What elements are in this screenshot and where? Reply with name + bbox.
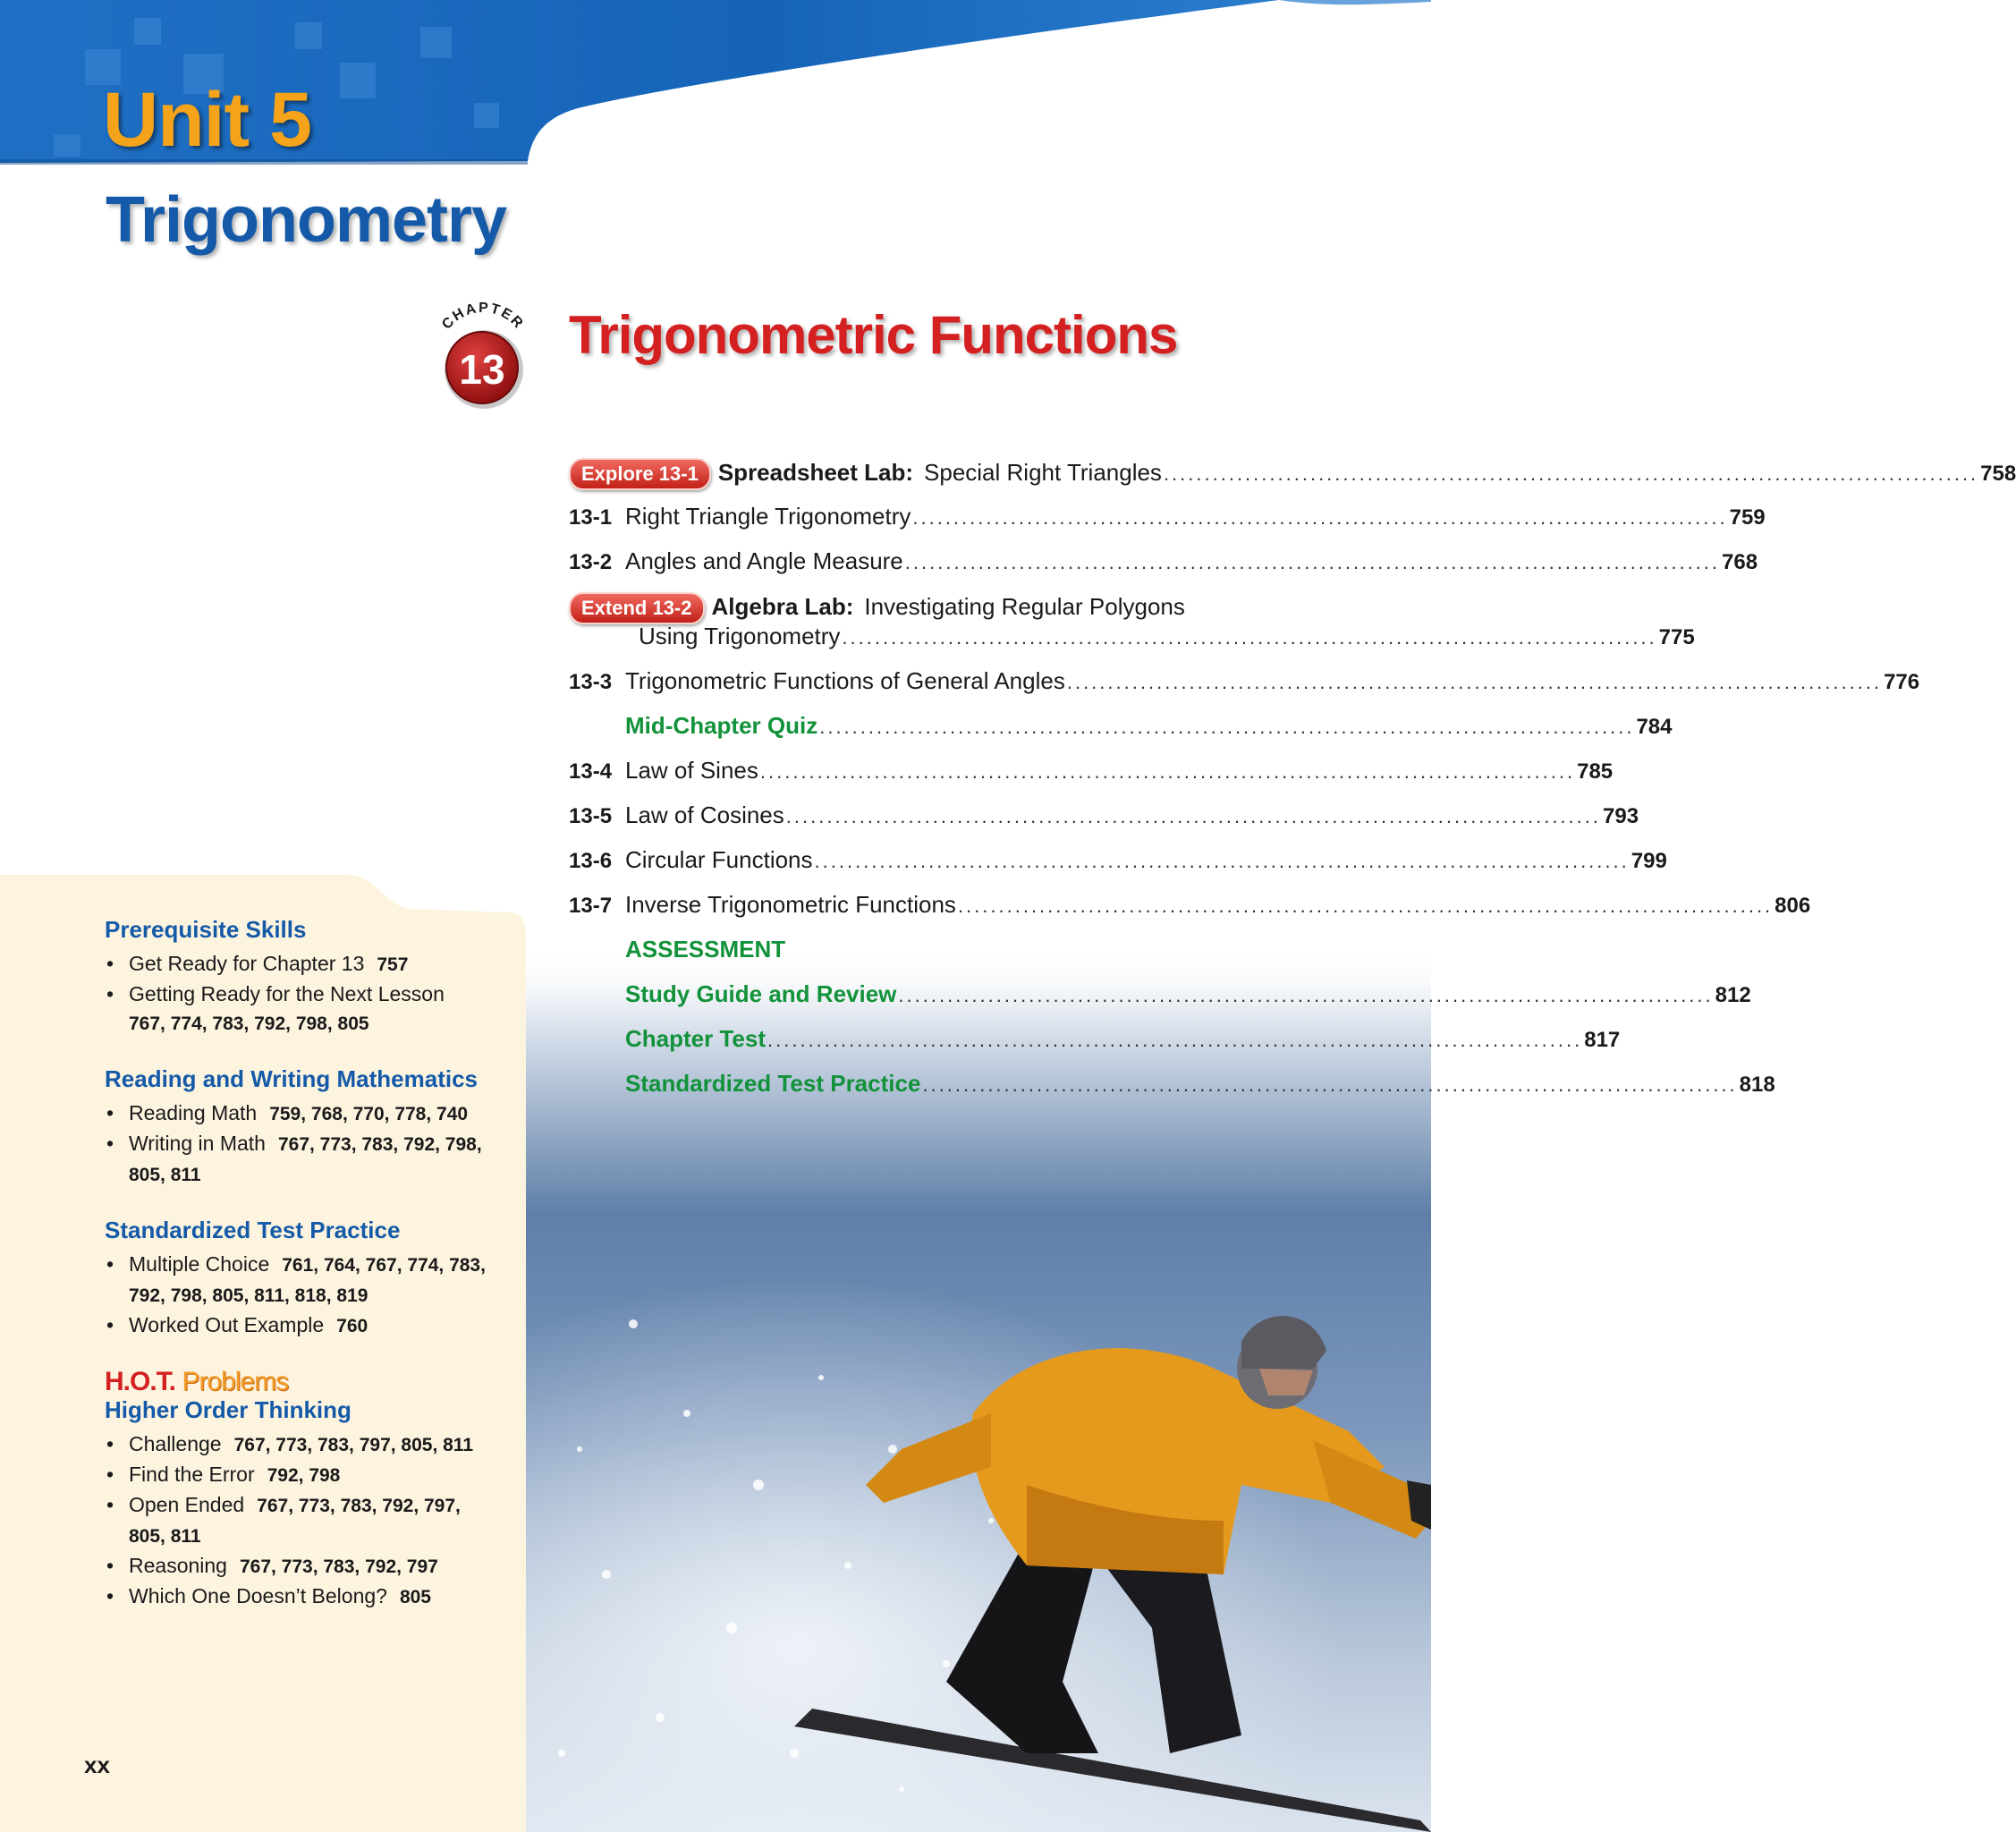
toc-page: 775 xyxy=(1658,625,1695,649)
toc-title: Study Guide and Review xyxy=(625,980,897,1007)
dot-leader: .................................................................................................... xyxy=(785,805,1601,827)
dot-leader: .................................................................................................... xyxy=(904,551,1721,573)
toc-row-assessment[interactable] xyxy=(569,1070,1775,1115)
toc-title: Law of Sines xyxy=(625,757,758,784)
toc-title-line2: Using Trigonometry xyxy=(639,623,841,649)
lesson-number: 13-1 xyxy=(569,505,613,530)
test-practice-section xyxy=(105,1217,498,1341)
toc-page: 793 xyxy=(1603,804,1639,828)
dot-leader: .................................................................................................... xyxy=(842,626,1657,649)
toc-row-lesson[interactable] xyxy=(569,547,1758,592)
list-item: • Challenge 767, 773, 783, 797, 805, 811 xyxy=(105,1429,498,1460)
lab-type: Spreadsheet Lab: xyxy=(717,459,914,486)
extend-pill: Extend 13-2 xyxy=(569,592,705,624)
lesson-number: 13-2 xyxy=(569,550,613,574)
section-heading: Standardized Test Practice xyxy=(105,1217,401,1243)
toc-page: 799 xyxy=(1631,849,1667,873)
toc-page: 806 xyxy=(1775,894,1811,918)
lab-type: Algebra Lab: xyxy=(711,593,854,620)
toc-page: 784 xyxy=(1636,715,1673,739)
lesson-number: 13-5 xyxy=(569,804,613,828)
toc-row-extend[interactable] xyxy=(569,592,1249,623)
svg-text:CHAPTER xyxy=(439,301,527,333)
toc-title: Chapter Test xyxy=(625,1025,766,1052)
assessment-heading: ASSESSMENT xyxy=(625,936,786,963)
toc-title: Standardized Test Practice xyxy=(625,1070,921,1097)
prerequisite-section xyxy=(105,916,498,1039)
list-item: • Open Ended 767, 773, 783, 792, 797, 805, 811 xyxy=(105,1490,498,1551)
toc-page: 768 xyxy=(1722,550,1758,574)
toc-page: 818 xyxy=(1739,1073,1775,1097)
toc-title-line1: Investigating Regular Polygons xyxy=(864,593,1185,620)
explore-pill: Explore 13-1 xyxy=(569,458,711,490)
list-item: • Which One Doesn’t Belong? 805 xyxy=(105,1582,498,1612)
toc-title: Inverse Trigonometric Functions xyxy=(625,891,956,918)
toc-title: Trigonometric Functions of General Angles xyxy=(625,667,1065,694)
lesson-number: 13-6 xyxy=(569,849,613,873)
dot-leader: .................................................................................................... xyxy=(819,716,1635,738)
hot-problems-section xyxy=(105,1368,498,1612)
hot-problems-logo: H.O.T. Problems xyxy=(105,1367,289,1396)
dot-leader: .................................................................................................... xyxy=(1163,462,1979,485)
list-item: • Reasoning 767, 773, 783, 792, 797 xyxy=(105,1551,498,1582)
assessment-heading-row xyxy=(569,936,1249,980)
toc-row-explore[interactable] xyxy=(569,458,2016,503)
dot-leader: .................................................................................................... xyxy=(922,1073,1738,1096)
chapter-number: 13 xyxy=(459,346,505,393)
unit-label: Unit 5 xyxy=(103,77,311,163)
chapter-badge xyxy=(429,300,537,416)
toc-title: Right Triangle Trigonometry xyxy=(625,503,911,530)
toc-row-lesson[interactable] xyxy=(569,846,1667,891)
table-of-contents xyxy=(569,458,2016,1115)
toc-page: 759 xyxy=(1729,505,1766,530)
lesson-number: 13-3 xyxy=(569,670,613,694)
unit-title: Trigonometry xyxy=(106,184,507,256)
list-item: • Worked Out Example 760 xyxy=(105,1310,498,1341)
list-item: • Reading Math 759, 768, 770, 778, 740 xyxy=(105,1098,498,1129)
toc-page: 817 xyxy=(1584,1028,1621,1052)
section-heading: Reading and Writing Mathematics xyxy=(105,1065,479,1092)
toc-row-lesson[interactable] xyxy=(569,503,1766,547)
section-heading: Prerequisite Skills xyxy=(105,916,307,943)
reading-writing-section xyxy=(105,1065,498,1190)
dot-leader: .................................................................................................... xyxy=(957,895,1774,917)
toc-title: Special Right Triangles xyxy=(924,459,1162,486)
toc-row-extend-continued[interactable] xyxy=(569,623,1695,667)
chapter-title: Trigonometric Functions xyxy=(569,305,1178,365)
toc-title: Circular Functions xyxy=(625,846,813,873)
toc-page: 776 xyxy=(1884,670,1920,694)
toc-page: 812 xyxy=(1715,983,1751,1007)
page-number: xx xyxy=(84,1751,110,1778)
list-item: • Writing in Math 767, 773, 783, 792, 798, 805, 811 xyxy=(105,1129,498,1190)
toc-title: Angles and Angle Measure xyxy=(625,547,903,574)
toc-row-assessment[interactable] xyxy=(569,980,1751,1025)
sidebar-content xyxy=(105,916,498,1639)
list-item: • Get Ready for Chapter 13 757 xyxy=(105,949,498,980)
toc-row-lesson[interactable] xyxy=(569,802,1639,846)
toc-page: 785 xyxy=(1577,759,1614,784)
lesson-number: 13-4 xyxy=(569,759,613,784)
chapter-badge-word: CHAPTER xyxy=(439,300,527,333)
toc-row-lesson[interactable] xyxy=(569,891,1811,936)
dot-leader: .................................................................................................... xyxy=(912,506,1728,529)
toc-title: Mid-Chapter Quiz xyxy=(625,712,818,739)
toc-row-assessment[interactable] xyxy=(569,1025,1621,1070)
dot-leader: .................................................................................................... xyxy=(767,1029,1583,1051)
toc-title: Law of Cosines xyxy=(625,802,784,828)
toc-page: 758 xyxy=(1980,462,2016,486)
dot-leader: .................................................................................................... xyxy=(898,984,1714,1006)
dot-leader: .................................................................................................... xyxy=(1066,671,1883,693)
dot-leader: .................................................................................................... xyxy=(814,850,1630,872)
list-item: • Getting Ready for the Next Lesson 767, 774, 783, 792, 798, 805 xyxy=(105,980,498,1039)
section-heading: Higher Order Thinking xyxy=(105,1396,352,1423)
toc-row-mid-chapter-quiz[interactable] xyxy=(569,712,1673,757)
toc-row-lesson[interactable] xyxy=(569,667,1920,712)
dot-leader: .................................................................................................... xyxy=(759,760,1576,783)
lesson-number: 13-7 xyxy=(569,894,613,918)
list-item: • Multiple Choice 761, 764, 767, 774, 783, 792, 798, 805, 811, 818, 819 xyxy=(105,1250,498,1310)
toc-row-lesson[interactable] xyxy=(569,757,1614,802)
list-item: • Find the Error 792, 798 xyxy=(105,1460,498,1490)
